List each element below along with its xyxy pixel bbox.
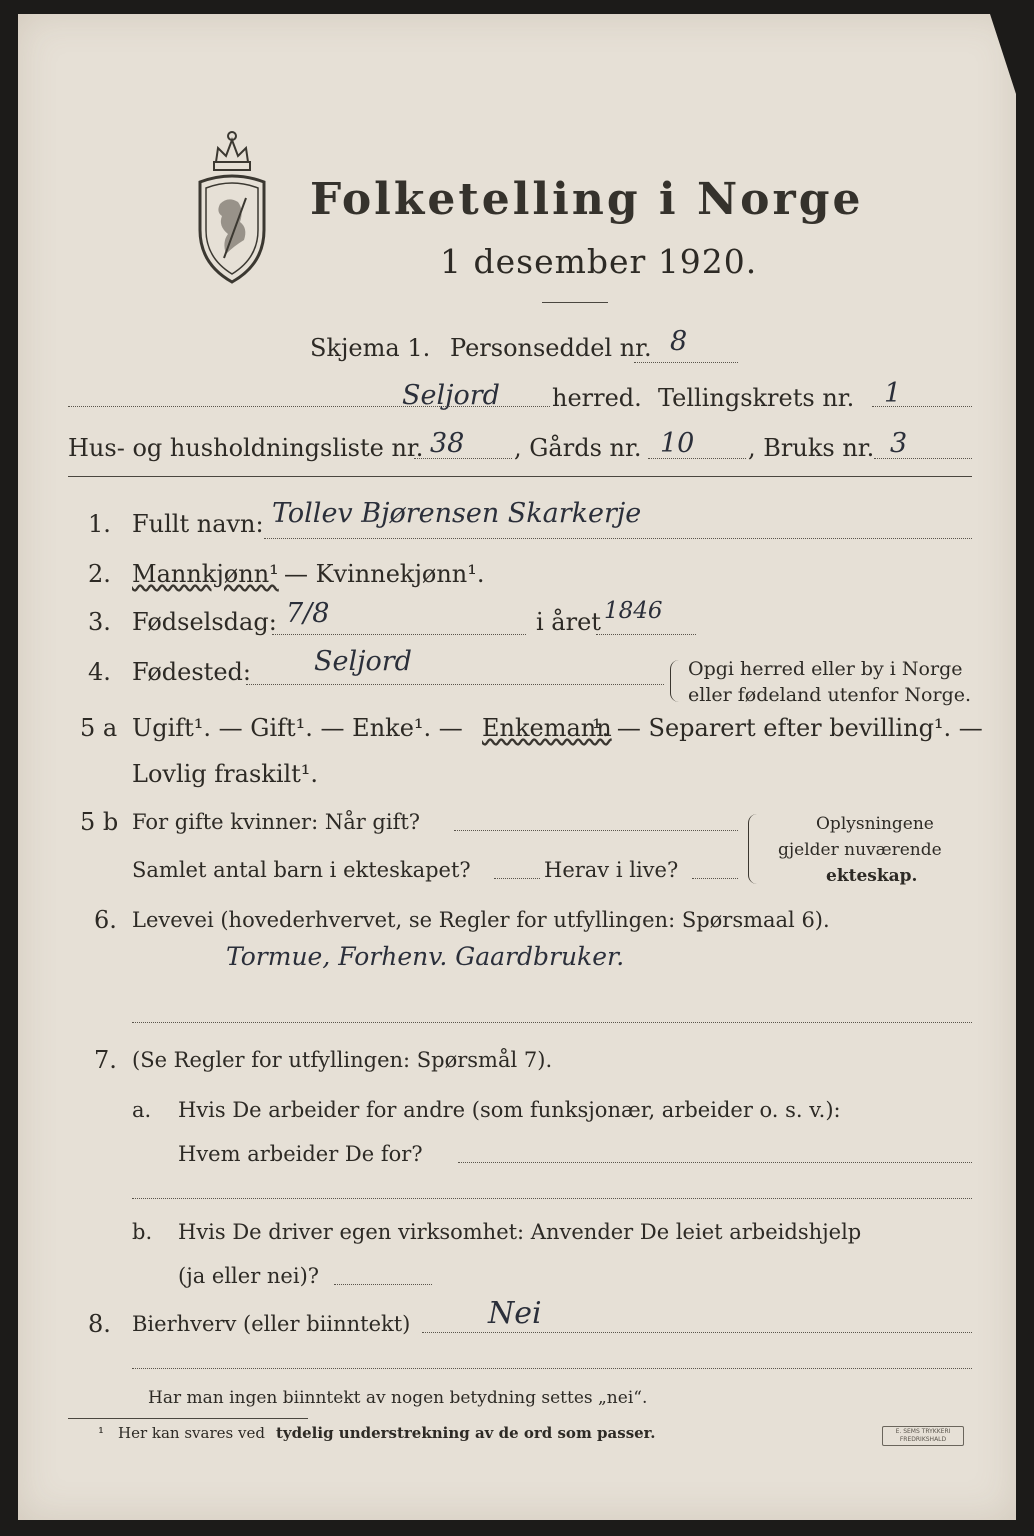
tellingskrets-label: Tellingskrets nr. [658,384,855,412]
folded-corner [990,14,1016,94]
census-date: 1 desember 1920. [440,242,758,281]
q7-number: 7. [94,1046,117,1074]
q3-number: 3. [88,608,111,636]
footnote-divider [68,1418,308,1419]
q7a-line2: Hvem arbeider De for? [178,1142,423,1166]
q7a-line1: Hvis De arbeider for andre (som funksjonær, arbeider o. s. v.): [178,1098,841,1122]
q5a-number: 5 a [80,714,118,742]
q5b-line2b: Herav i live? [544,858,679,882]
q4-note-line2: eller fødeland utenfor Norge. [688,684,972,706]
q7b-line2: (ja eller nei)? [178,1264,320,1288]
marital-options-3: Lovlig fraskilt¹. [132,760,319,788]
census-form-sheet [18,14,1016,1520]
husliste-value[interactable]: 38 [430,428,465,459]
q4-brace [670,660,679,702]
side-income-value[interactable]: Nei [488,1296,542,1331]
birthplace-line [246,684,664,685]
gards-value[interactable]: 10 [660,428,695,459]
q7a-number: a. [132,1098,152,1122]
coat-of-arms-icon [186,126,278,288]
children-total-line [494,878,540,879]
employer-line [458,1162,972,1163]
q5b-note-line2: gjelder nuværende [778,840,942,860]
footnote-text: Her kan svares ved [118,1424,265,1442]
personseddel-value[interactable]: 8 [670,326,688,357]
full-name-value[interactable]: Tollev Bjørensen Skarkerje [272,498,642,529]
form-title: Folketelling i Norge [310,174,864,225]
q5b-line1: For gifte kvinner: Når gift? [132,810,421,834]
gender-options: — Kvinnekjønn¹. [284,560,485,588]
q5b-number: 5 b [80,808,119,836]
tellingskrets-line [872,406,972,407]
q7-label: (Se Regler for utfyllingen: Spørsmål 7). [132,1048,553,1072]
printer-stamp: E. SEMS TRYKKERI FREDRIKSHALD [882,1426,964,1446]
q1-number: 1. [88,510,111,538]
q5b-line2a: Samlet antal barn i ekteskapet? [132,858,471,882]
tellingskrets-value[interactable]: 1 [884,378,902,409]
q4-note-line1: Opgi herred eller by i Norge [688,658,963,680]
employer-line-2 [132,1198,972,1199]
q6-number: 6. [94,906,117,934]
q4-number: 4. [88,658,111,686]
footnote-mark: ¹ [98,1424,105,1442]
marital-options-2: ¹. — Separert efter bevilling¹. — [592,714,983,742]
personseddel-label: Personseddel nr. [450,334,652,362]
q1-label: Fullt navn: [132,510,264,538]
birth-year-value[interactable]: 1846 [604,598,663,624]
q7b-number: b. [132,1220,153,1244]
married-when-line [454,830,738,831]
herred-label: herred. [552,384,642,412]
personseddel-line [634,362,738,363]
footnote-emphasis: tydelig understrekning av de ord som passer. [276,1424,656,1442]
q3-year-label: i året [536,608,601,636]
gards-line [648,458,746,459]
skjema-label: Skjema 1. [310,334,431,362]
gards-label: , Gårds nr. [514,434,642,462]
children-alive-line [692,878,738,879]
occupation-line-2 [132,1022,972,1023]
side-income-line-2 [132,1368,972,1369]
q4-label: Fødested: [132,658,251,686]
birthday-line [272,634,526,635]
birthplace-value[interactable]: Seljord [314,646,412,677]
q3-label: Fødselsdag: [132,608,277,636]
husliste-label: Hus- og husholdningsliste nr. [68,434,424,462]
occupation-value[interactable]: Tormue, Forhenv. Gaardbruker. [226,942,625,971]
q5b-note-line1: Oplysningene [816,814,934,834]
q8-label: Bierhverv (eller biinntekt) [132,1312,411,1336]
q2-number: 2. [88,560,111,588]
marital-options-1: Ugift¹. — Gift¹. — Enke¹. — [132,714,463,742]
husliste-line [414,458,512,459]
q7b-line1: Hvis De driver egen virksomhet: Anvender De leiet arbeidshjelp [178,1220,862,1244]
q8-number: 8. [88,1310,111,1338]
bruks-label: , Bruks nr. [748,434,875,462]
title-divider [542,302,608,303]
enkemann-option[interactable]: Enkemann [482,714,612,742]
q5b-note-line3: ekteskap. [826,866,918,886]
side-income-line [422,1332,972,1333]
footer-note: Har man ingen biinntekt av nogen betydning settes „nei“. [148,1388,648,1408]
q6-label: Levevei (hovederhvervet, se Regler for utfyllingen: Spørsmaal 6). [132,908,830,932]
q5b-brace [748,814,757,884]
hired-help-line [334,1284,432,1285]
birth-year-line [596,634,696,635]
birthday-value[interactable]: 7/8 [286,598,330,629]
male-option[interactable]: Mannkjønn¹ [132,560,279,588]
bruks-value[interactable]: 3 [890,428,908,459]
full-name-line [264,538,972,539]
bruks-line [874,458,972,459]
section-divider [68,476,972,477]
herred-value[interactable]: Seljord [402,380,500,411]
